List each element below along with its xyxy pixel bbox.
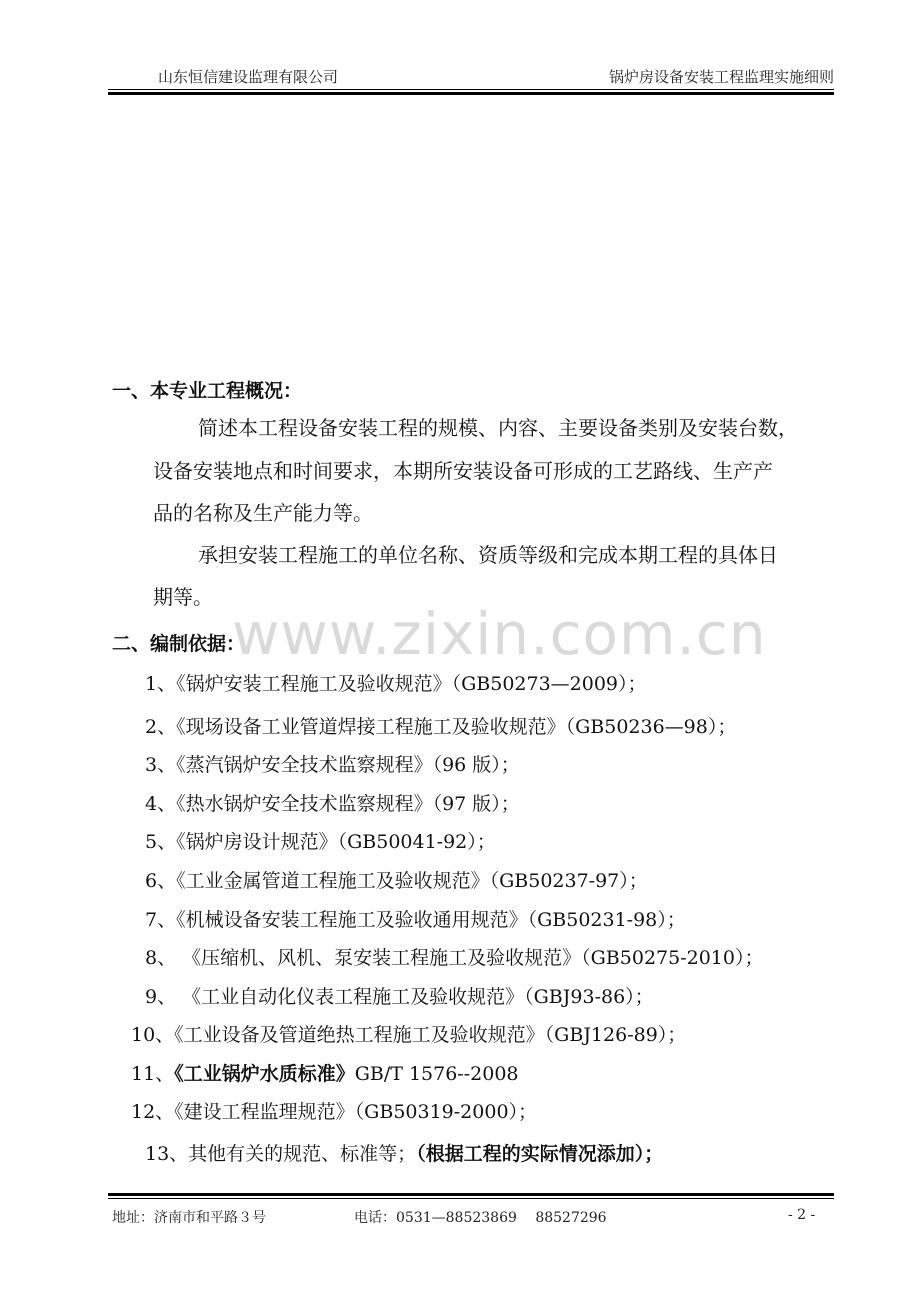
reference-item-2: 2、《现场设备工业管道焊接工程施工及验收规范》（GB50236—98）； — [145, 716, 737, 738]
footer-page-number: - 2 - — [788, 1207, 816, 1223]
page-header — [110, 62, 834, 84]
section1-para2-line1: 承担安装工程施工的单位名称、资质等级和完成本期工程的具体日 — [198, 543, 778, 567]
reference-item-6: 6、《工业金属管道工程施工及验收规范》（GB50237-97）； — [145, 870, 648, 892]
footer-rule-thin — [108, 1198, 834, 1199]
section2-heading: 二、编制依据： — [112, 633, 246, 655]
footer-phone: 电话：0531—88523869 88527296 — [354, 1210, 607, 1226]
section1-heading: 一、本专业工程概况： — [112, 380, 303, 402]
reference-item-10: 10、《工业设备及管道绝热工程施工及验收规范》（GBJ126-89）； — [131, 1024, 687, 1046]
reference-item-12: 12、《建设工程监理规范》（GB50319-2000）； — [131, 1101, 538, 1123]
reference-item-13-note: （根据工程的实际情况添加）； — [416, 1143, 664, 1165]
section1-para1-line3: 品的名称及生产能力等。 — [153, 501, 373, 525]
footer-address: 地址：济南市和平路３号 — [112, 1210, 266, 1226]
reference-item-8: 8、 《压缩机、风机、泵安装工程施工及验收规范》（GB50275-2010）； — [145, 947, 764, 969]
header-rule-thick — [108, 92, 834, 95]
reference-item-4: 4、《热水锅炉安全技术监察规程》（97 版）； — [145, 793, 520, 815]
reference-item-11 — [131, 1059, 519, 1086]
reference-item-11-title: 《工业锅炉水质标准》 — [174, 1063, 355, 1085]
header-company: 山东恒信建设监理有限公司 — [158, 68, 339, 86]
footer-rule-thick — [108, 1193, 834, 1196]
reference-item-5: 5、《锅炉房设计规范》（GB50041-92）； — [145, 831, 496, 853]
reference-item-3: 3、《蒸汽锅炉安全技术监察规程》（96 版）； — [145, 754, 520, 776]
reference-item-13 — [145, 1139, 663, 1166]
reference-item-11-number: 11、 — [131, 1063, 175, 1085]
reference-item-11-code: GB/T 1576--2008 — [354, 1063, 519, 1085]
header-doc-title: 锅炉房设备安装工程监理实施细则 — [608, 68, 834, 86]
reference-item-13-text: 13、其他有关的规范、标准等； — [145, 1143, 417, 1165]
watermark: www.zixin.com.cn — [232, 600, 767, 668]
reference-item-1: 1、《锅炉安装工程施工及验收规范》（GB50273—2009）； — [145, 673, 647, 695]
section1-para1-line2: 设备安装地点和时间要求，本期所安装设备可形成的工艺路线、生产产 — [153, 459, 773, 483]
section1-para2-line2: 期等。 — [153, 585, 213, 609]
reference-item-9: 9、 《工业自动化仪表工程施工及验收规范》（GBJ93-86）； — [145, 986, 654, 1008]
reference-item-7: 7、《机械设备安装工程施工及验收通用规范》（GB50231-98）； — [145, 909, 686, 931]
header-rule-thin — [108, 89, 834, 90]
section1-para1-line1: 简述本工程设备安装工程的规模、内容、主要设备类别及安装台数， — [198, 416, 798, 440]
